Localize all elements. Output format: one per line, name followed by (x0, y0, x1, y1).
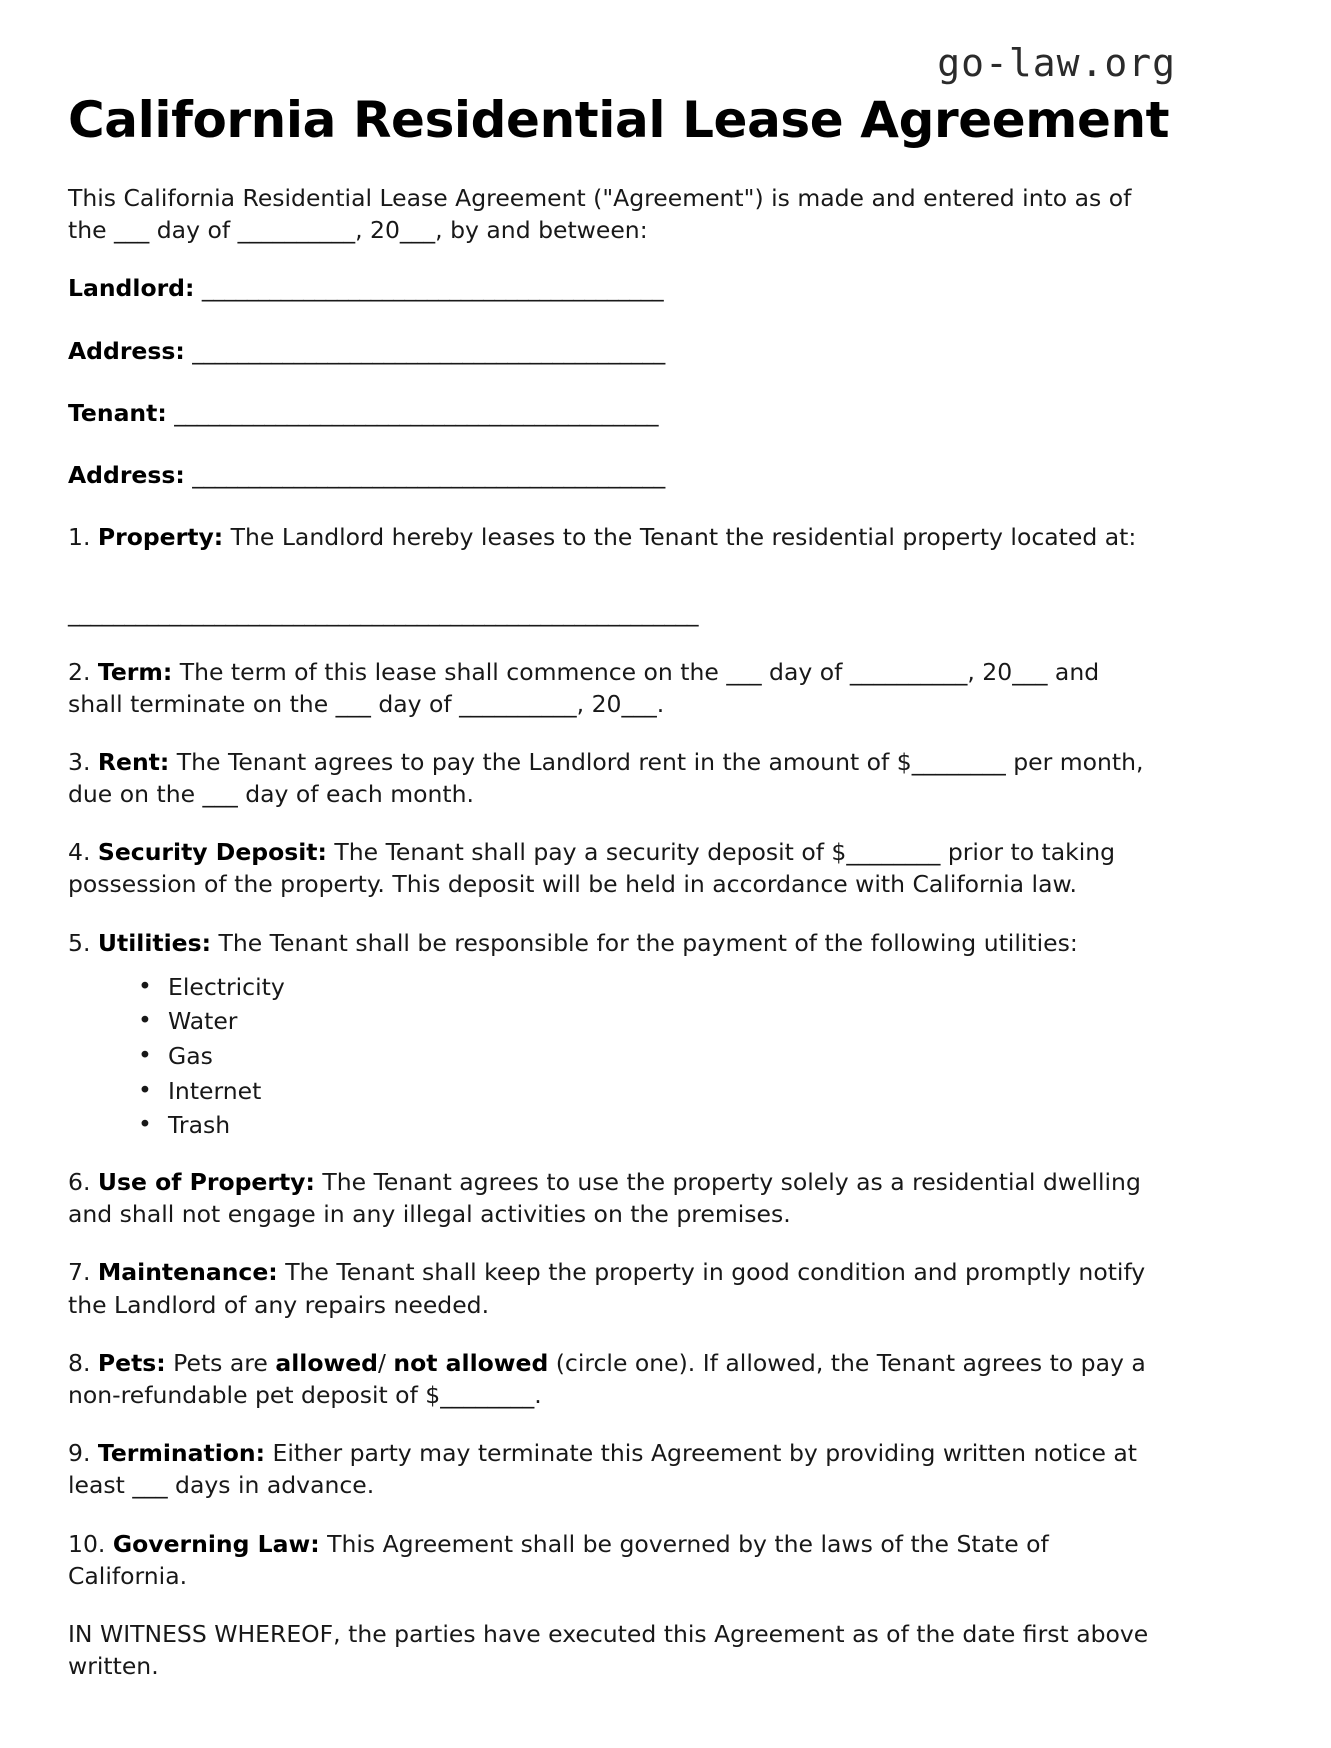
section-term-number: 2. (68, 657, 91, 686)
section-use-of-property-text: The Tenant agrees to use the property solely as a residential dwelling and shall not engage in any illegal activities on the premises. (68, 1168, 1141, 1229)
section-maintenance-text: The Tenant shall keep the property in good condition and promptly notify the Landlord of any repairs needed. (68, 1258, 1146, 1319)
pets-option-allowed[interactable]: allowed (275, 1348, 378, 1377)
document-body (68, 182, 1153, 1682)
section-property-number: 1. (68, 523, 91, 552)
field-landlord-address-blank[interactable]: __________________________________________ (192, 336, 665, 365)
section-pets-text-after: (circle one). If allowed, the Tenant agrees to pay a non-refundable pet deposit of $________. (68, 1348, 1146, 1410)
field-tenant-address (68, 459, 1153, 491)
section-security-deposit-heading: Security Deposit: (97, 838, 327, 867)
section-rent (68, 746, 1153, 810)
section-security-deposit (68, 836, 1153, 900)
page-title: California Residential Lease Agreement (68, 91, 1170, 149)
section-property (68, 521, 1153, 553)
section-maintenance-heading: Maintenance: (97, 1258, 278, 1287)
section-termination (68, 1437, 1153, 1501)
utilities-list (68, 973, 1153, 1140)
site-watermark: go-law.org (937, 41, 1176, 85)
section-governing-law-text: This Agreement shall be governed by the laws of the State of California. (68, 1529, 1049, 1590)
list-item: • Internet (138, 1077, 1153, 1106)
field-tenant-label: Tenant: (68, 398, 167, 427)
pets-option-separator: / (377, 1348, 386, 1377)
section-maintenance (68, 1256, 1153, 1320)
list-item: • Water (138, 1007, 1153, 1036)
section-utilities-heading: Utilities: (97, 928, 211, 957)
section-term-heading: Term: (97, 657, 173, 686)
section-termination-heading: Termination: (97, 1439, 266, 1468)
section-termination-number: 9. (68, 1439, 91, 1468)
property-address-blank[interactable]: ________________________________________________________ (68, 599, 698, 628)
section-use-of-property-heading: Use of Property: (97, 1168, 315, 1197)
list-item: • Trash (138, 1111, 1153, 1140)
section-use-of-property-number: 6. (68, 1168, 91, 1197)
closing-paragraph: IN WITNESS WHEREOF, the parties have executed this Agreement as of the date first above written. (68, 1619, 1149, 1681)
section-termination-text: Either party may terminate this Agreement by providing written notice at least ___ days in advance. (68, 1439, 1137, 1500)
field-tenant (68, 397, 1153, 429)
field-landlord (68, 272, 1153, 304)
section-utilities-number: 5. (68, 928, 91, 957)
list-item: • Gas (138, 1042, 1153, 1071)
field-tenant-address-label: Address: (68, 460, 185, 489)
field-landlord-label: Landlord: (68, 274, 195, 303)
list-item: • Electricity (138, 973, 1153, 1002)
intro-paragraph: This California Residential Lease Agreement ("Agreement") is made and entered into as of the ___ day of __________, 20___, by and between: (68, 184, 1132, 245)
section-utilities (68, 927, 1153, 959)
section-property-blank-line (68, 579, 1153, 629)
section-property-heading: Property: (97, 523, 224, 552)
section-term (68, 656, 1153, 720)
section-pets-heading: Pets: (97, 1348, 166, 1377)
field-tenant-address-blank[interactable]: __________________________________________ (192, 460, 665, 489)
section-rent-text: The Tenant agrees to pay the Landlord rent in the amount of $________ per month, due on the ___ day of each month. (68, 747, 1144, 809)
section-utilities-text: The Tenant shall be responsible for the payment of the following utilities: (218, 928, 1078, 957)
section-property-text: The Landlord hereby leases to the Tenant the residential property located at: (230, 523, 1137, 552)
section-pets-text-before: Pets are (173, 1348, 268, 1377)
section-maintenance-number: 7. (68, 1258, 91, 1287)
section-governing-law-number: 10. (68, 1529, 106, 1558)
section-security-deposit-number: 4. (68, 838, 91, 867)
field-landlord-blank[interactable]: _________________________________________ (201, 274, 664, 303)
section-rent-heading: Rent: (97, 747, 170, 776)
field-tenant-blank[interactable]: ___________________________________________ (174, 398, 659, 427)
field-landlord-address (68, 335, 1153, 367)
section-pets (68, 1347, 1153, 1411)
section-pets-number: 8. (68, 1348, 91, 1377)
section-rent-number: 3. (68, 747, 91, 776)
section-use-of-property (68, 1166, 1153, 1230)
section-term-text: The term of this lease shall commence on the ___ day of __________, 20___ and shall terminate on the ___ day of __________, 20___. (68, 657, 1100, 718)
pets-option-not-allowed[interactable]: not allowed (393, 1348, 549, 1377)
field-landlord-address-label: Address: (68, 336, 185, 365)
section-governing-law (68, 1528, 1153, 1592)
section-security-deposit-text: The Tenant shall pay a security deposit of $________ prior to taking possession of the property. This deposit will be held in accordance with California law. (68, 838, 1116, 899)
section-governing-law-heading: Governing Law: (112, 1529, 320, 1558)
